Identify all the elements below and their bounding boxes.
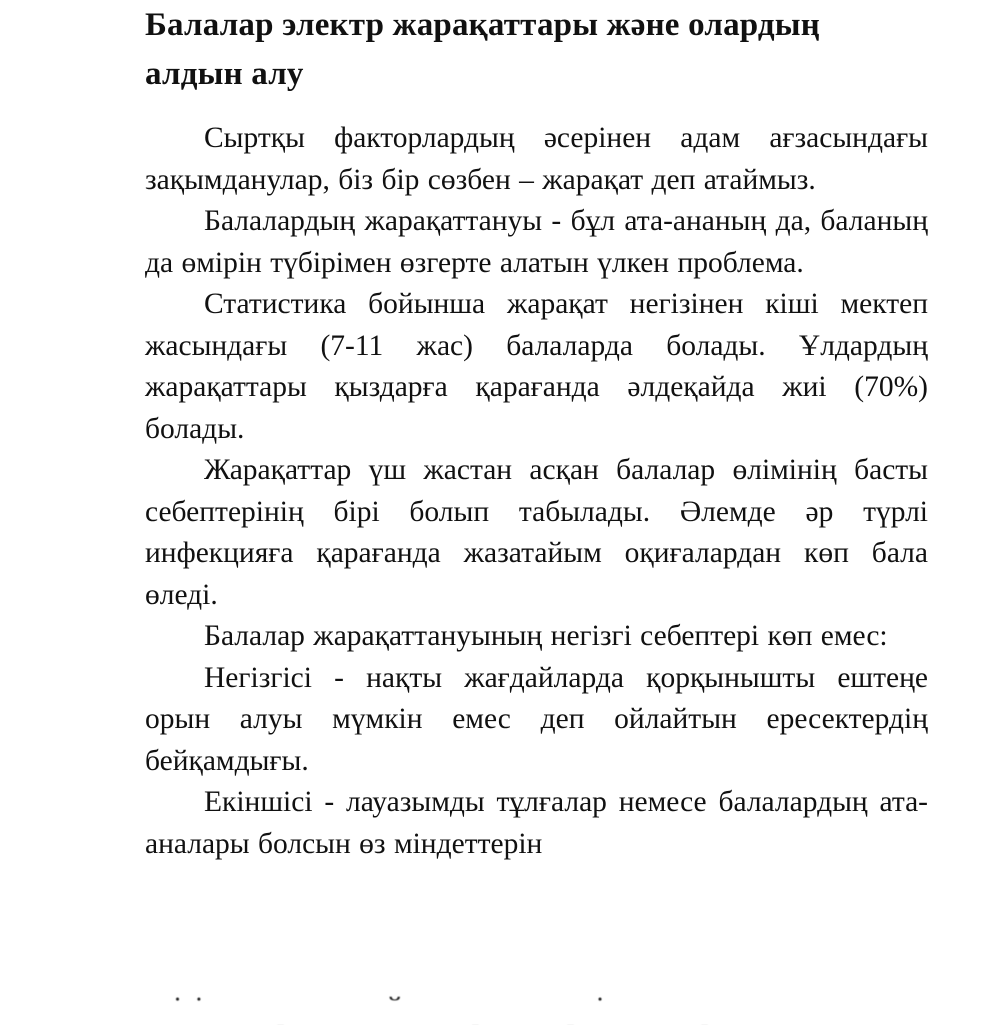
paragraph-causes-intro: Балалар жарақаттануының негізгі себептері көп емес:	[204, 620, 888, 652]
paragraph-main-cause: Негізгісі - нақты жағдайларда қорқынышты ештеңе орын алуы мүмкін емес деп ойлайтын ересектердің бейқамдығы.	[145, 661, 928, 777]
document-page	[145, 0, 928, 1024]
paragraph-definition: Сыртқы факторлардың әсерінен адам ағзасындағы зақымданулар, біз бір сөзбен – жарақат деп атаймыз.	[145, 122, 928, 196]
document-body	[145, 118, 928, 865]
bottom-margin	[0, 1002, 999, 1024]
cut-off-text-line	[145, 990, 928, 1002]
paragraph-problem: Балалардың жарақаттануы - бұл ата-ананың да, баланың да өмірін түбірімен өзгерте алатын үлкен проблема.	[145, 205, 928, 279]
paragraph-second-cause: Екіншісі - лауазымды тұлғалар немесе балалардың ата-аналары болсын өз міндеттерін	[145, 786, 928, 860]
paragraph-statistics: Статистика бойынша жарақат негізінен кіші мектеп жасындағы (7-11 жас) балаларда болады. Ұлдардың жарақаттары қыздарға қарағанда әлдеқайда жиі (70%) болады.	[145, 288, 928, 445]
document-title: Балалар электр жарақаттары және олардың алдын алу	[145, 7, 820, 92]
paragraph-mortality: Жарақаттар үш жастан асқан балалар өлімінің басты себептерінің бірі болып табылады. Әлемде әр түрлі инфекцияға қарағанда жазатайым оқиғалардан көп бала өледі.	[145, 454, 928, 611]
